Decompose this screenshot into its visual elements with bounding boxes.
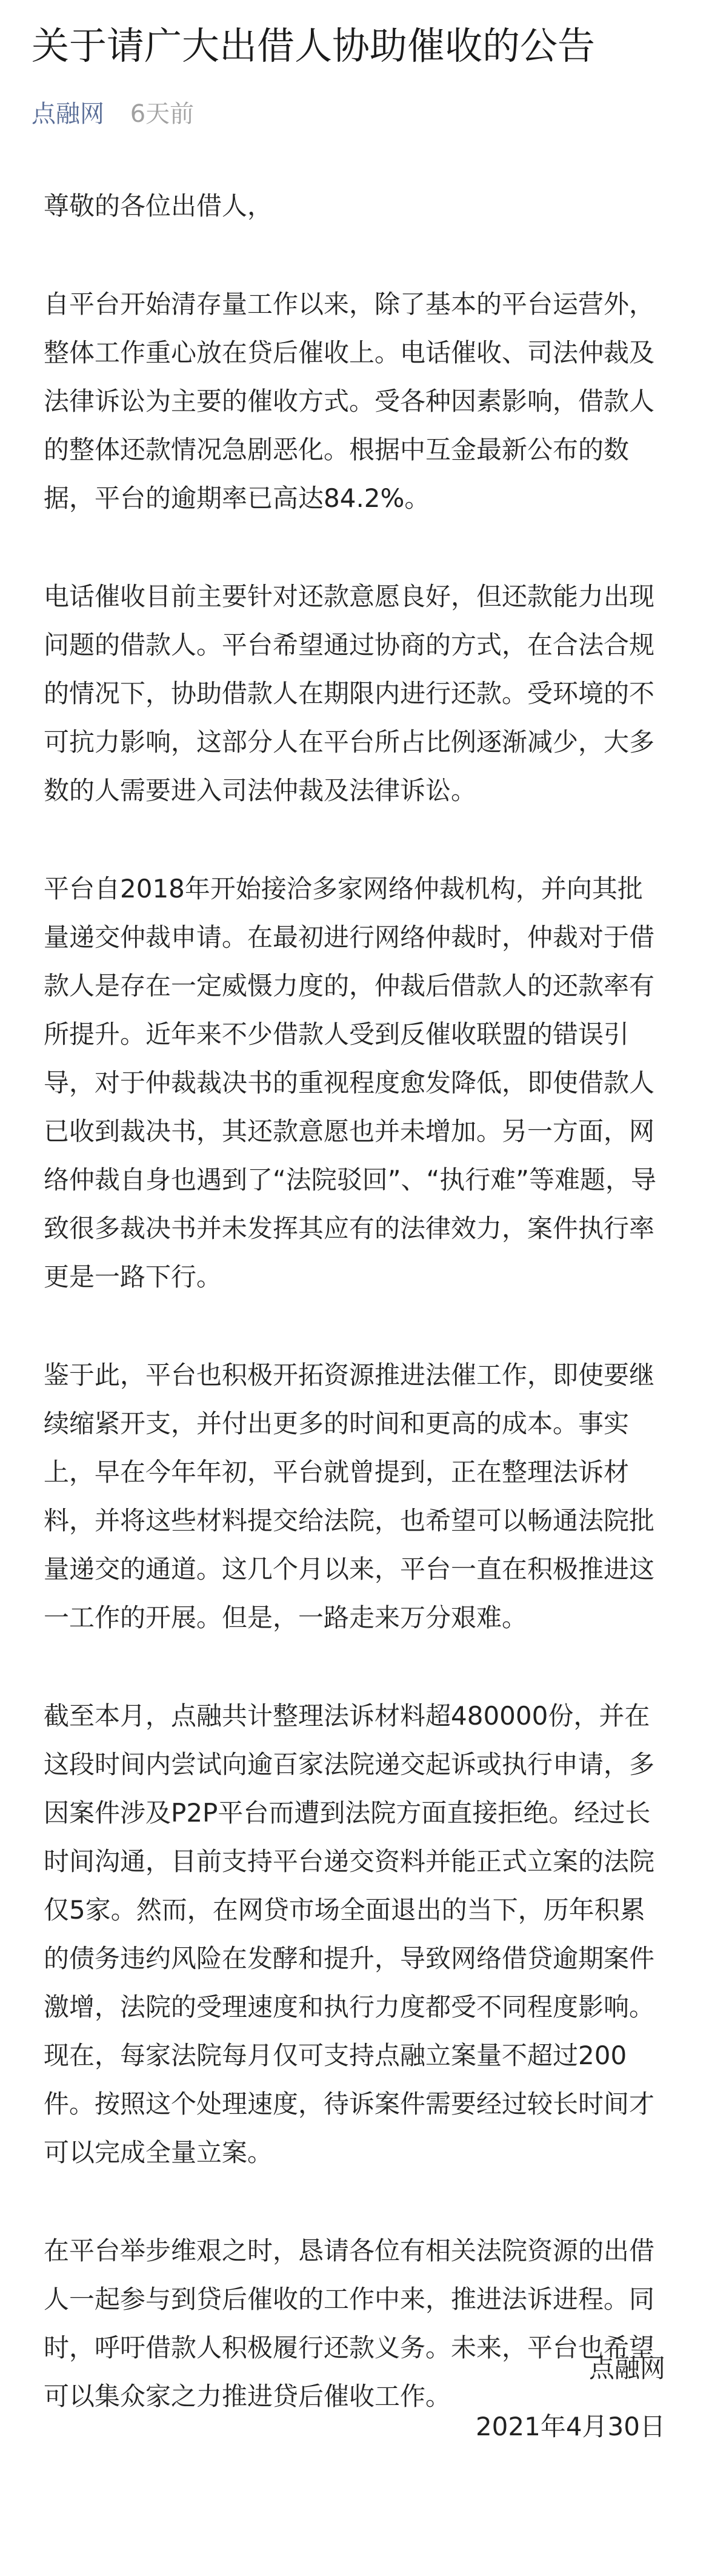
publish-time: 6天前	[130, 100, 195, 128]
signature-date: 2021年4月30日	[475, 2412, 665, 2441]
paragraph-4: 鉴于此，平台也积极开拓资源推进法催工作，即使要继 续缩紧开支，并付出更多的时间和更高的成本。事实 上，早在今年年初，平台就曾提到，正在整理法诉材 料，并将这些材料提交给法院，也希望可以畅通法院批 量递交的通道。这几个月以来，平台一直在积极推进这 一工作的开展。但是，一路走来万分艰难。	[44, 1360, 655, 1632]
signature: 点融网	[588, 2353, 665, 2383]
paragraph-6: 在平台举步维艰之时，恳请各位有相关法院资源的出借 人一起参与到贷后催收的工作中来，推进法诉进程。同 时，呼吁借款人积极履行还款义务。未来，平台也希望 可以集众家之力推进贷后催收工作。	[44, 2236, 655, 2411]
article-body	[44, 182, 668, 2470]
source-link[interactable]: 点融网	[32, 100, 104, 128]
paragraph-3: 平台自2018年开始接洽多家网络仲裁机构，并向其批 量递交仲裁申请。在最初进行网络仲裁时，仲裁对于借 款人是存在一定威慑力度的，仲裁后借款人的还款率有 所提升。近年来不少借款人受到反催收联盟的错误引 导，对于仲裁裁决书的重视程度愈发降低，即使借款人 已收到裁决书，其还款意愿也并未增加。另一方面，网 络仲裁自身也遇到了“法院驳回”、“执行难”等难题，导 致很多裁决书并未发挥其应有的法律效力，案件执行率 更是一路下行。	[44, 874, 657, 1292]
paragraph-1: 自平台开始清存量工作以来，除了基本的平台运营外， 整体工作重心放在贷后催收上。电话催收、司法仲裁及 法律诉讼为主要的催收方式。受各种因素影响，借款人 的整体还款情况急剧恶化。根据中互金最新公布的数 据，平台的逾期率已高达84.2%。	[44, 289, 655, 513]
paragraph-5: 截至本月，点融共计整理法诉材料超480000份，并在 这段时间内尝试向逾百家法院递交起诉或执行申请，多 因案件涉及P2P平台而遭到法院方面直接拒绝。经过长 时间沟通，目前支持平台递交资料并能正式立案的法院 仅5家。然而，在网贷市场全面退出的当下，历年积累 的债务违约风险在发酵和提升，导致网络借贷逾期案件 激增，法院的受理速度和执行力度都受不同程度影响。 现在，每家法院每月仅可支持点融立案量不超过200 件。按照这个处理速度，待诉案件需要经过较长时间才 可以完成全量立案。	[44, 1701, 655, 2167]
paragraph-2: 电话催收目前主要针对还款意愿良好，但还款能力出现 问题的借款人。平台希望通过协商的方式，在合法合规 的情况下，协助借款人在期限内进行还款。受环境的不 可抗力影响，这部分人在平台所占比例逐渐减少，大多 数的人需要进入司法仲裁及法律诉讼。	[44, 582, 655, 805]
greeting: 尊敬的各位出借人，	[44, 191, 273, 221]
article-title: 关于请广大出借人协助催收的公告	[32, 24, 596, 68]
article-meta	[32, 96, 194, 132]
